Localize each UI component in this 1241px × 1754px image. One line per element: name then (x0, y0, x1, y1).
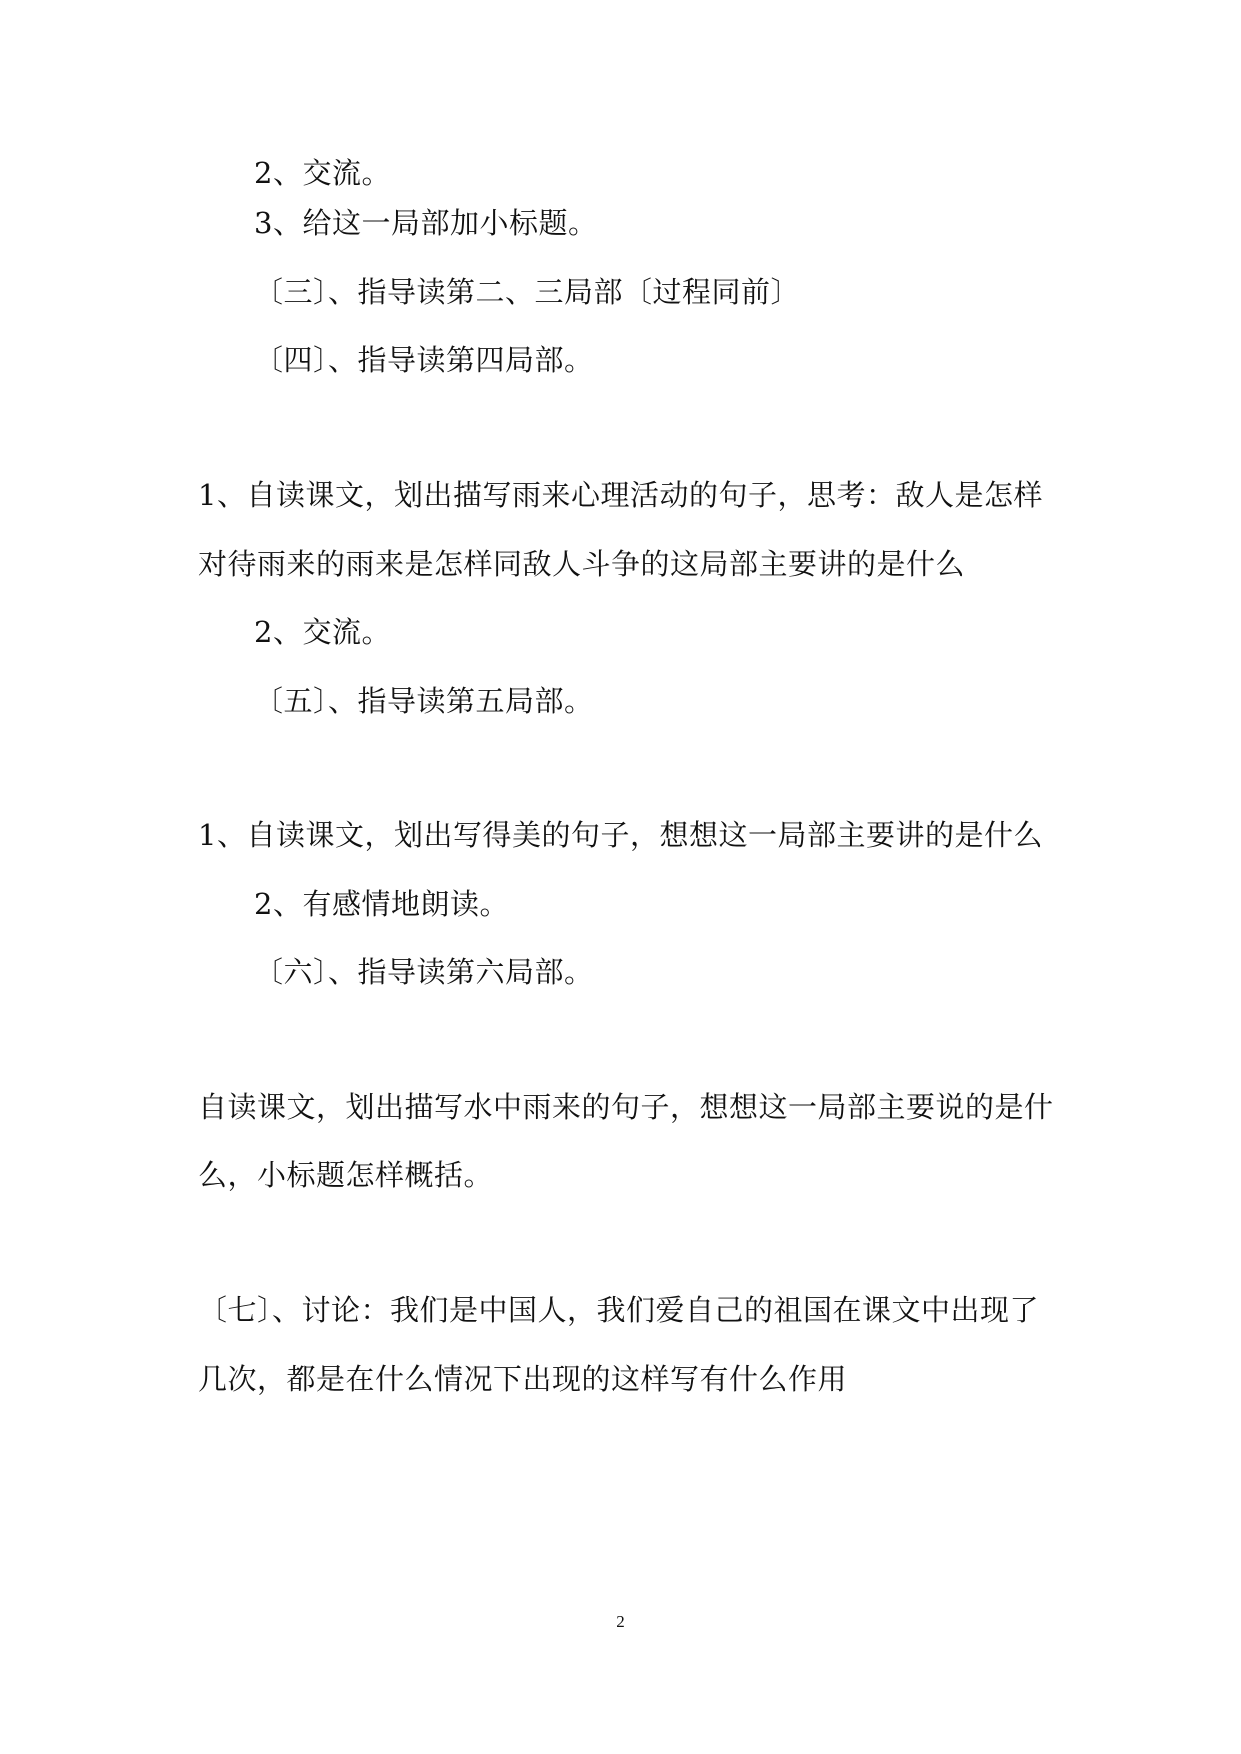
paragraph-line: 〔五〕、指导读第五局部。 (254, 684, 594, 718)
paragraph-line: 么，小标题怎样概括。 (198, 1158, 494, 1192)
paragraph-line: 2、有感情地朗读。 (254, 887, 509, 921)
paragraph-line: 2、交流。 (254, 156, 391, 190)
paragraph-line: 3、给这一局部加小标题。 (254, 206, 598, 240)
paragraph-line: 2、交流。 (254, 615, 391, 649)
paragraph-line: 〔四〕、指导读第四局部。 (254, 343, 594, 377)
paragraph-line: 1、自读课文，划出描写雨来心理活动的句子，思考：敌人是怎样 (198, 478, 1043, 512)
paragraph-line: 自读课文，划出描写水中雨来的句子，想想这一局部主要说的是什 (198, 1090, 1054, 1124)
paragraph-line: 〔三〕、指导读第二、三局部〔过程同前〕 (254, 275, 801, 309)
paragraph-line: 〔七〕、讨论：我们是中国人，我们爱自己的祖国在课文中出现了 (198, 1293, 1040, 1327)
page-number: 2 (616, 1612, 625, 1631)
paragraph-line: 对待雨来的雨来是怎样同敌人斗争的这局部主要讲的是什么 (198, 547, 966, 581)
paragraph-line: 几次，都是在什么情况下出现的这样写有什么作用 (198, 1362, 848, 1396)
paragraph-line: 1、自读课文，划出写得美的句子，想想这一局部主要讲的是什么 (198, 818, 1043, 852)
paragraph-line: 〔六〕、指导读第六局部。 (254, 955, 594, 989)
